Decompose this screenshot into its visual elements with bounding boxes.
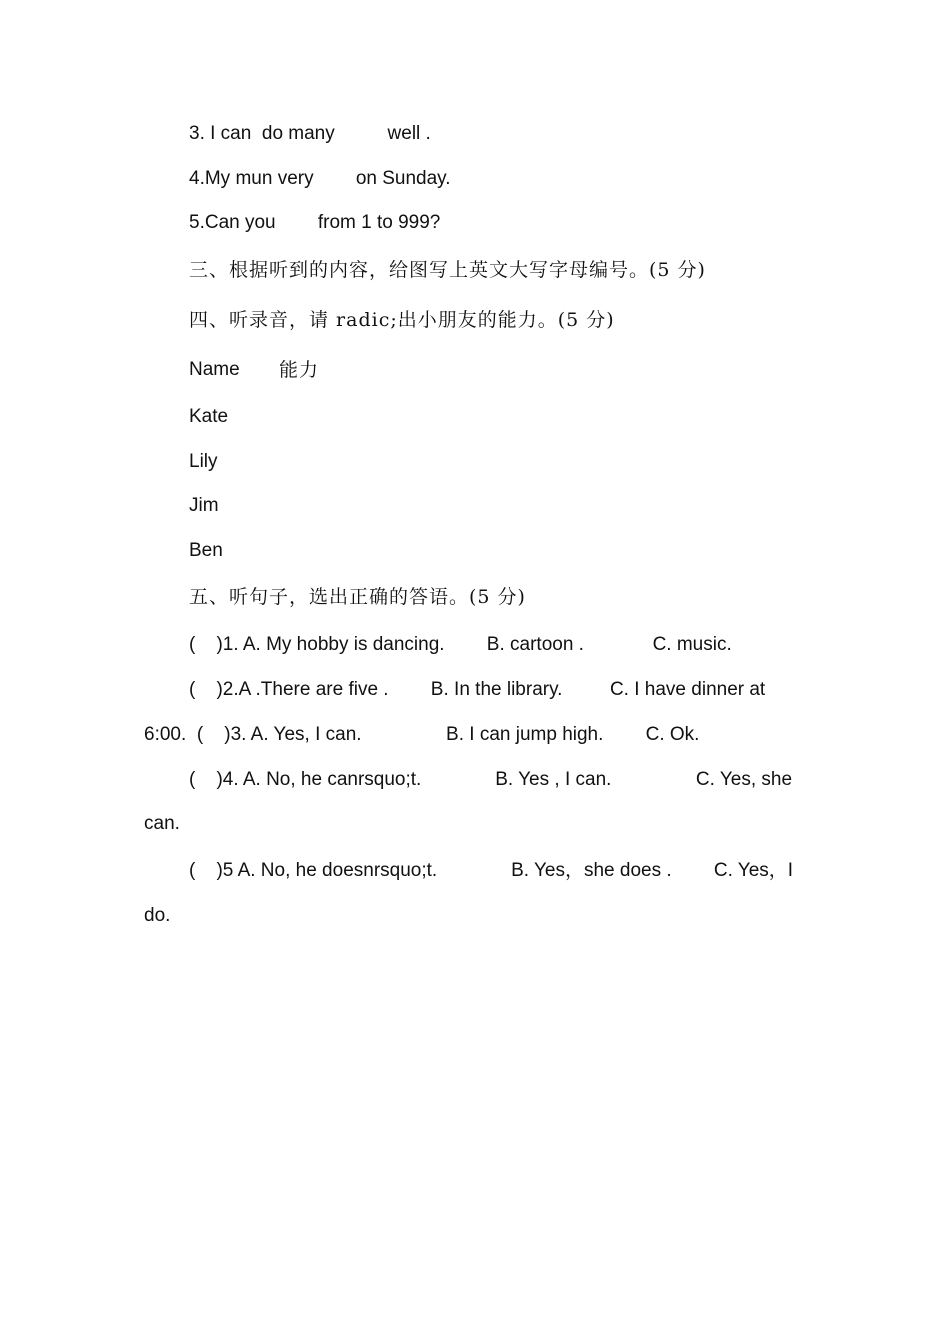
table-header-ability: 能力 <box>279 359 320 381</box>
fill-in-item-4: 4.My mun very on Sunday. <box>189 168 451 189</box>
section-5-heading: 五、听句子，选出正确的答语。(5 分) <box>189 586 526 608</box>
name-row-lily: Lily <box>189 451 218 472</box>
fill-in-item-5: 5.Can you from 1 to 999? <box>189 212 441 233</box>
section-4-heading: 四、听录音，请 radic;出小朋友的能力。(5 分) <box>189 309 615 331</box>
table-header-name: Name <box>189 359 240 380</box>
question-5-continuation: do. <box>144 905 171 926</box>
fill-in-item-3: 3. I can do many well . <box>189 123 431 144</box>
section-3-heading: 三、根据听到的内容，给图写上英文大写字母编号。(5 分) <box>189 259 706 281</box>
question-1: ( )1. A. My hobby is dancing. B. cartoon . C. music. <box>189 634 732 655</box>
question-2-continuation-and-question-3: 6:00. ( )3. A. Yes, I can. B. I can jump high. C. Ok. <box>144 724 700 745</box>
question-4-continuation: can. <box>144 813 180 834</box>
question-4: ( )4. A. No, he canrsquo;t. B. Yes , I can. C. Yes, she <box>189 769 793 790</box>
question-2: ( )2.A .There are five . B. In the library. C. I have dinner at <box>189 679 766 700</box>
question-5: ( )5 A. No, he doesnrsquo;t. B. Yes，she does . C. Yes，I <box>189 860 794 881</box>
name-row-kate: Kate <box>189 406 229 427</box>
name-row-ben: Ben <box>189 540 223 561</box>
name-row-jim: Jim <box>189 495 219 516</box>
